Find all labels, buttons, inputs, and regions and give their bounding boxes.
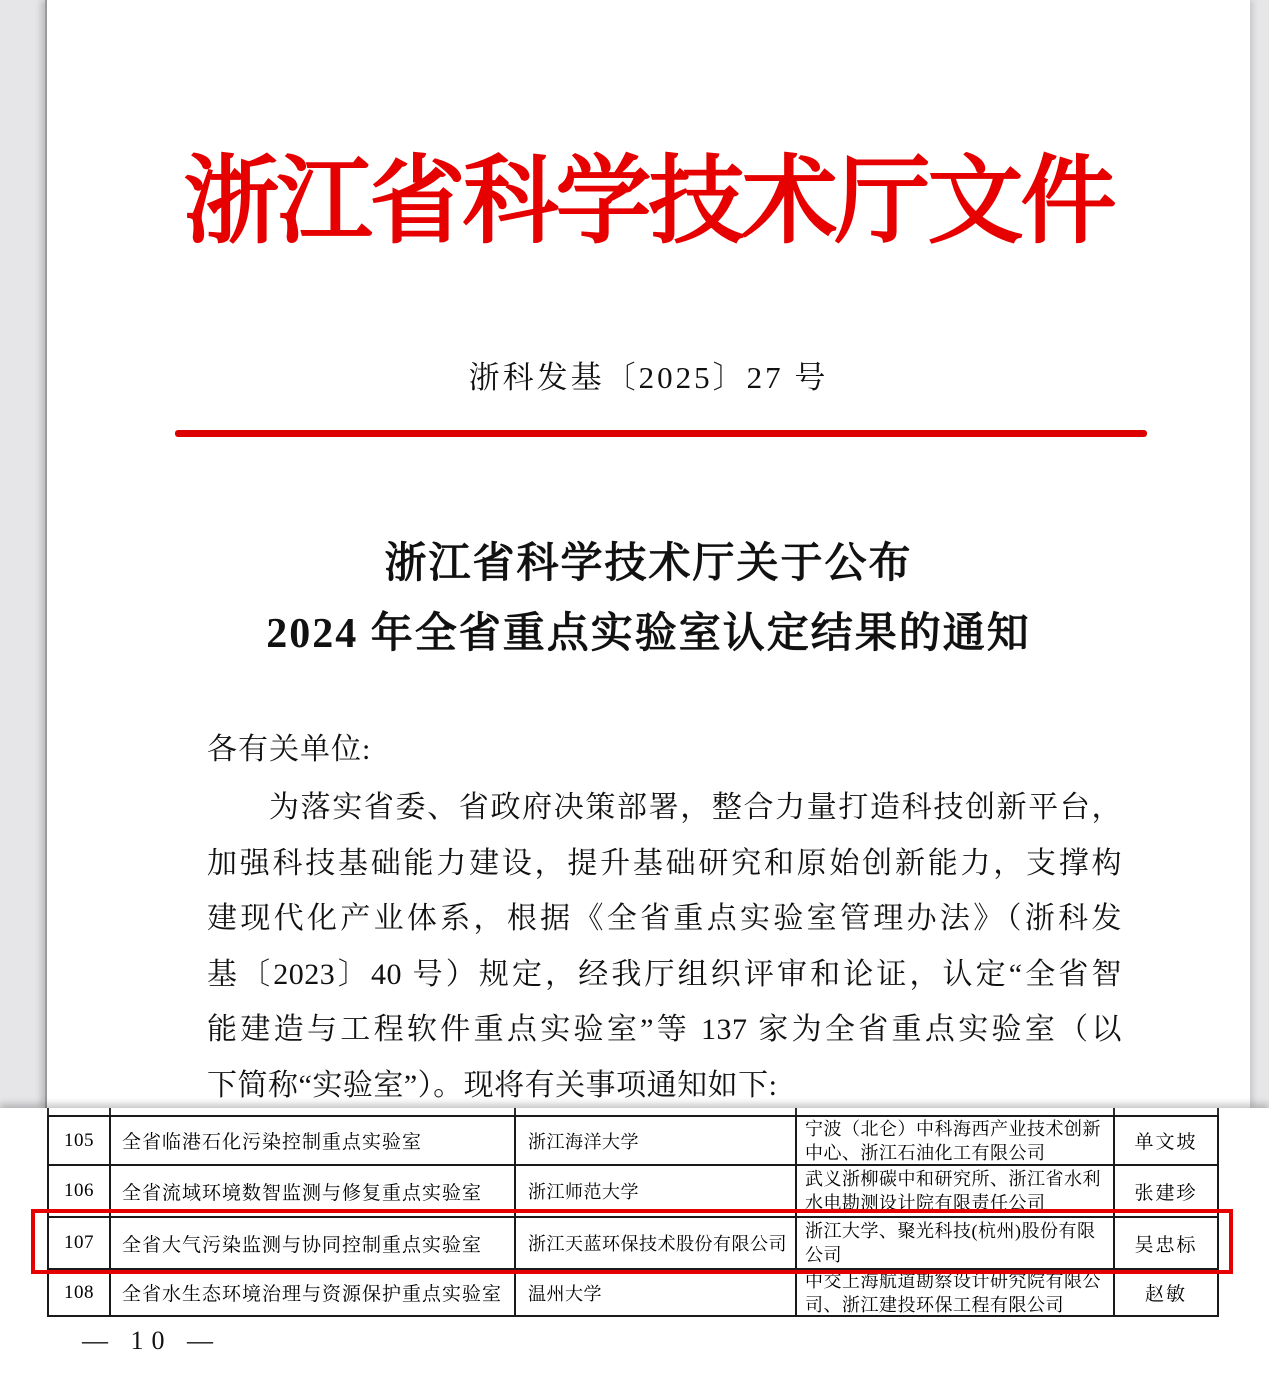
salutation: 各有关单位: [207, 733, 372, 766]
director-cell: 单文坡 [1134, 1132, 1198, 1153]
partner-org-cell: 宁波（北仑）中科海西产业技术创新中心、浙江石油化工有限公司 [797, 1117, 1115, 1164]
document-page [45, 0, 1250, 1108]
document-title: 浙江省科学技术厅文件 [183, 148, 1114, 255]
notice-heading-line2: 2024 年全省重点实验室认定结果的通知 [266, 611, 1031, 657]
row-number-cell: 108 [49, 1270, 111, 1315]
red-divider-line [175, 430, 1147, 437]
lab-name-cell: 全省流域环境数智监测与修复重点实验室 [111, 1166, 516, 1216]
page-number: — 10 — [82, 1326, 221, 1355]
director-cell: 张建珍 [1134, 1182, 1198, 1204]
lab-name-cell: 全省大气污染监测与协同控制重点实验室 [111, 1218, 516, 1268]
body-line: 下简称“实验室”）。现将有关事项通知如下: [207, 1068, 778, 1102]
body-line: 能建造与工程软件重点实验室”等 137 家为全省重点实验室（以 [207, 1013, 1122, 1046]
body-line: 为落实省委、省政府决策部署，整合力量打造科技创新平台， [269, 791, 1122, 824]
table-row [49, 1270, 1217, 1315]
document-number: 浙科发基〔2025〕27 号 [468, 360, 829, 395]
body-line: 建现代化产业体系，根据《全省重点实验室管理办法》（浙科发 [207, 902, 1122, 935]
row-number-cell: 106 [49, 1166, 111, 1216]
host-org-cell: 浙江师范大学 [516, 1166, 797, 1216]
laboratory-table [47, 1115, 1219, 1317]
director-cell: 吴忠标 [1134, 1234, 1198, 1256]
host-org-cell: 温州大学 [516, 1270, 797, 1315]
partner-org-cell: 浙江大学、聚光科技(杭州)股份有限公司 [797, 1218, 1115, 1268]
table-row-highlighted [49, 1218, 1217, 1270]
body-line: 基〔2023〕40 号）规定，经我厅组织评审和论证，认定“全省智 [207, 957, 1122, 991]
partner-org-cell: 中交上海航道勘察设计研究院有限公司、浙江建投环保工程有限公司 [797, 1270, 1115, 1315]
table-page-section [0, 1108, 1269, 1386]
lab-name-cell: 全省水生态环境治理与资源保护重点实验室 [111, 1270, 516, 1315]
table-row [49, 1166, 1217, 1218]
body-line: 加强科技基础能力建设，提升基础研究和原始创新能力，支撑构 [207, 846, 1122, 880]
partner-org-cell: 武义浙柳碳中和研究所、浙江省水利水电勘测设计院有限责任公司 [797, 1166, 1115, 1216]
director-cell: 赵敏 [1144, 1284, 1187, 1305]
host-org-cell: 浙江天蓝环保技术股份有限公司 [516, 1218, 797, 1268]
body-paragraph [207, 780, 1122, 1113]
lab-name-cell: 全省临港石化污染控制重点实验室 [111, 1117, 516, 1164]
row-number-cell: 107 [49, 1218, 111, 1268]
host-org-cell: 浙江海洋大学 [516, 1117, 797, 1164]
row-number-cell: 105 [49, 1117, 111, 1164]
table-row [49, 1117, 1217, 1166]
notice-heading-line1: 浙江省科学技术厅关于公布 [384, 541, 913, 587]
